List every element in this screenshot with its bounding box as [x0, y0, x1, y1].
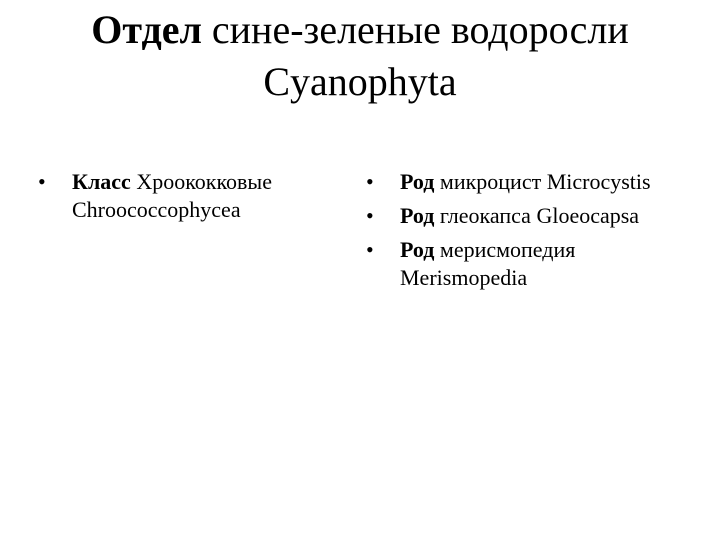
right-column — [366, 168, 706, 298]
title-bold-word: Отдел — [91, 7, 202, 52]
list-item — [366, 202, 706, 230]
bullet-icon: • — [366, 203, 374, 228]
item-label: Род — [400, 237, 435, 262]
item-label: Класс — [72, 169, 131, 194]
bullet-icon: • — [38, 169, 46, 194]
title-line-1 — [0, 4, 720, 56]
item-text: глеокапса Gloeocapsa — [434, 203, 640, 228]
title-rest: сине-зеленые водоросли — [201, 7, 629, 52]
list-item — [38, 168, 338, 224]
title-line-2: Cyanophyta — [263, 59, 457, 104]
slide-title — [0, 4, 720, 108]
item-text: микроцист Microcystis — [434, 169, 651, 194]
list-item — [366, 168, 706, 196]
item-label: Род — [400, 203, 435, 228]
left-column — [38, 168, 338, 230]
item-text: Хроококковые Chroococcophycea — [72, 169, 272, 222]
item-text: мерисмопедия Merismopedia — [400, 237, 576, 290]
list-item — [366, 236, 706, 292]
bullet-icon: • — [366, 169, 374, 194]
item-label: Род — [400, 169, 435, 194]
bullet-icon: • — [366, 237, 374, 262]
